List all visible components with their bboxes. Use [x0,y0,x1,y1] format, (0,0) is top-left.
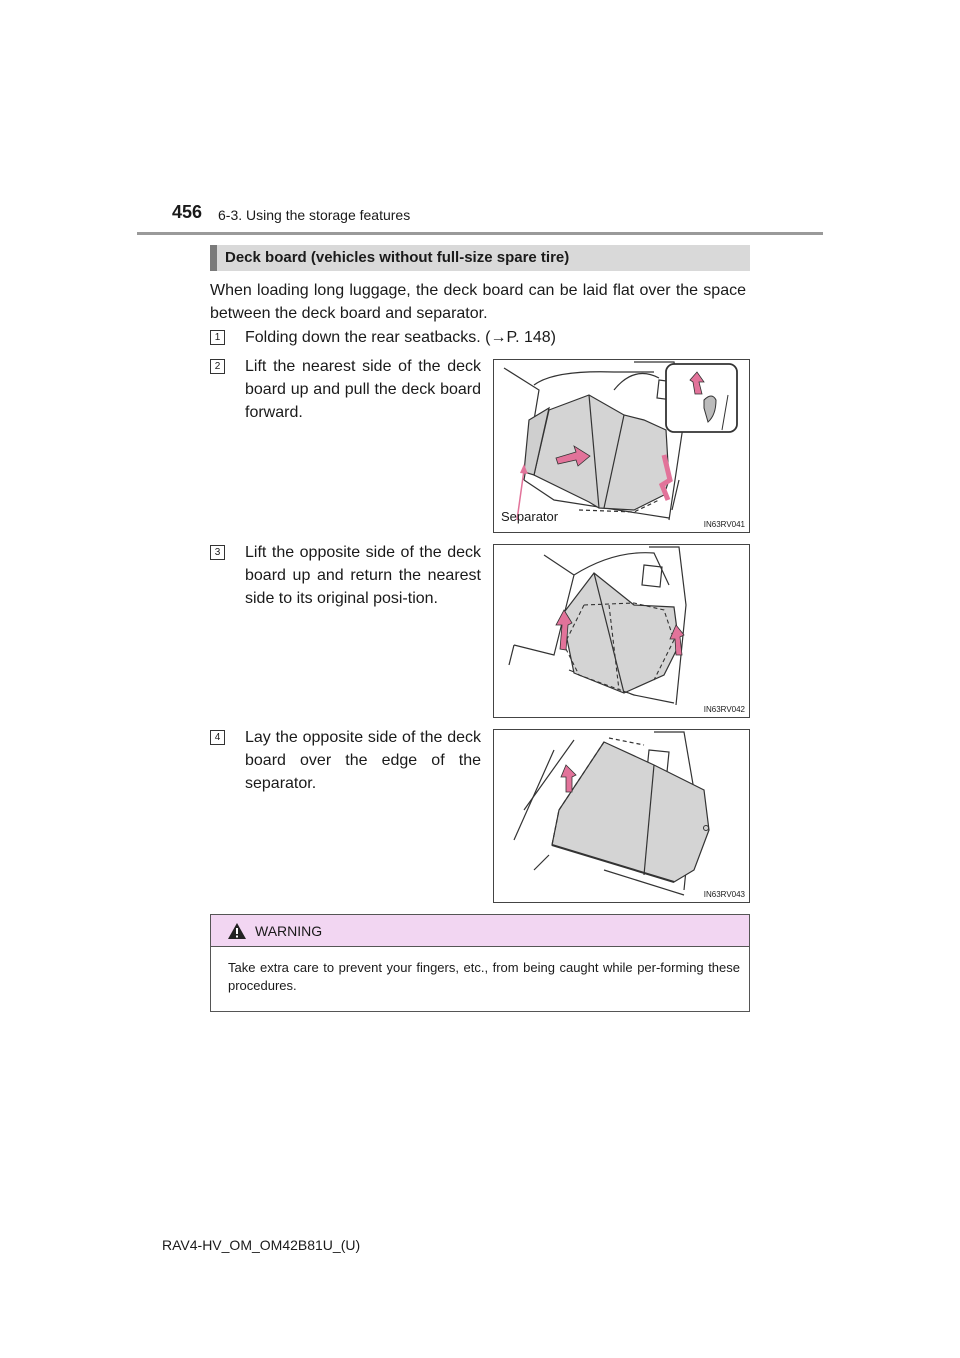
step-text-4: Lay the opposite side of the deck board over the edge of the separator. [245,729,481,792]
figure-label-separator: Separator [501,509,559,524]
warning-header [211,915,749,947]
intro-paragraph: When loading long luggage, the deck board can be laid flat over the space between the deck board and separator. [210,282,746,322]
warning-box [210,914,750,1012]
step-number-2: 2 [210,359,225,374]
figure-code-step-4: IN63RV043 [703,890,745,899]
header-rule [137,232,823,235]
figure-code-step-2: IN63RV041 [703,520,745,529]
step-text-3: Lift the opposite side of the deck board up and return the nearest side to its original posi-tion. [245,544,481,607]
deck-board-illustration-fold [494,545,749,717]
step-text-1: Folding down the rear seatbacks. (→P. 148) [245,329,556,346]
figure-step-4 [493,729,750,903]
step-number-3: 3 [210,545,225,560]
step-number-4: 4 [210,730,225,745]
footer-doc-code: RAV4-HV_OM_OM42B81U_(U) [162,1237,361,1253]
warning-title: WARNING [255,923,323,939]
deck-board-illustration-lay-over [494,730,749,902]
deck-board-illustration-pull-forward [494,360,749,532]
step-text-2: Lift the nearest side of the deck board up and pull the deck board forward. [245,358,481,421]
section-title: 6-3. Using the storage features [218,207,411,223]
figure-step-3 [493,544,750,718]
section-heading: Deck board (vehicles without full-size spare tire) [210,245,750,271]
page-number: 456 [172,202,203,222]
step-number-1: 1 [210,330,225,345]
warning-body: Take extra care to prevent your fingers, etc., from being caught while per-forming these procedures. [228,960,740,993]
figure-code-step-3: IN63RV042 [703,705,745,714]
warning-triangle-icon [227,922,247,940]
figure-step-2 [493,359,750,533]
